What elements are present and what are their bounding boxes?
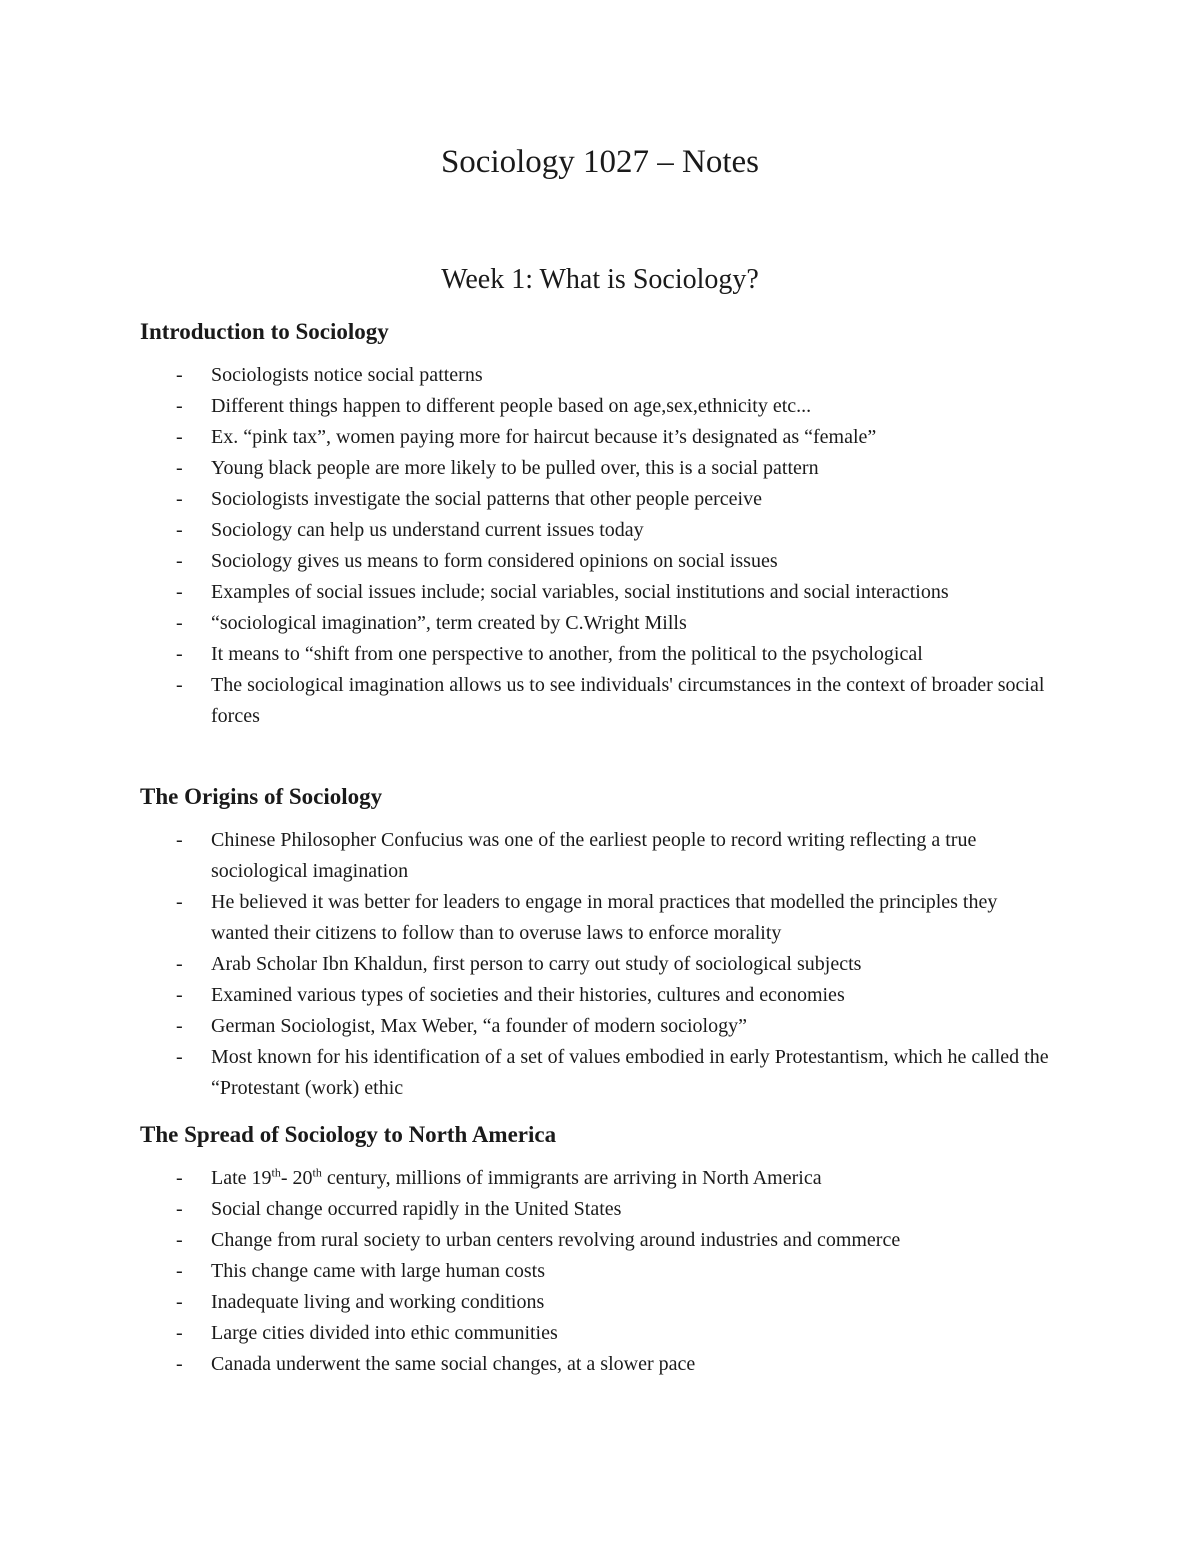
section-heading: Introduction to Sociology xyxy=(140,319,389,344)
list-item-text: Large cities divided into ethic communities xyxy=(211,1322,558,1344)
bullet-dash: - xyxy=(176,1198,183,1220)
list-item xyxy=(140,546,1060,577)
list-item-text: Sociology gives us means to form considered opinions on social issues xyxy=(211,550,778,572)
list-item-text: Chinese Philosopher Confucius was one of the earliest people to record writing reflecting a true sociological imagination xyxy=(211,829,977,882)
section-heading: The Origins of Sociology xyxy=(140,784,383,809)
list-item-text: Examples of social issues include; social variables, social institutions and social interactions xyxy=(211,581,949,603)
list-item-text: Different things happen to different people based on age,sex,ethnicity etc... xyxy=(211,395,812,417)
section-spread xyxy=(140,1119,1060,1380)
list-item-text: German Sociologist, Max Weber, “a founder of modern sociology” xyxy=(211,1015,747,1037)
bullet-dash: - xyxy=(176,1260,183,1282)
list-item-text: Sociology can help us understand current issues today xyxy=(211,519,644,541)
section-origins xyxy=(140,781,1060,1104)
list-item-text: The sociological imagination allows us to see individuals' circumstances in the context of broader social forces xyxy=(211,674,1045,727)
list-item xyxy=(140,1349,1060,1380)
list-item-text: Young black people are more likely to be pulled over, this is a social pattern xyxy=(211,457,819,479)
bullet-dash: - xyxy=(176,643,183,665)
bullet-dash: - xyxy=(176,1015,183,1037)
bullet-dash: - xyxy=(176,1046,183,1068)
bullet-dash: - xyxy=(176,674,183,696)
bullet-dash: - xyxy=(176,1353,183,1375)
list-item-text: Ex. “pink tax”, women paying more for haircut because it’s designated as “female” xyxy=(211,426,877,448)
bullet-dash: - xyxy=(176,581,183,603)
bullet-dash: - xyxy=(176,891,183,913)
bullet-dash: - xyxy=(176,1229,183,1251)
bullet-dash: - xyxy=(176,395,183,417)
list-item-text: “sociological imagination”, term created by C.Wright Mills xyxy=(211,612,687,634)
list-item xyxy=(140,360,1060,391)
bullet-dash: - xyxy=(176,829,183,851)
document-title: Sociology 1027 – Notes xyxy=(440,144,760,180)
bullet-dash: - xyxy=(176,1322,183,1344)
list-item xyxy=(140,1163,1060,1194)
list-item xyxy=(140,484,1060,515)
list-item xyxy=(140,453,1060,484)
list-item xyxy=(140,422,1060,453)
list-item xyxy=(140,887,1060,949)
bullet-list xyxy=(140,1163,1060,1380)
section-introduction xyxy=(140,316,1060,732)
list-item xyxy=(140,515,1060,546)
bullet-dash: - xyxy=(176,457,183,479)
list-item-text: This change came with large human costs xyxy=(211,1260,545,1282)
list-item-text: Examined various types of societies and their histories, cultures and economies xyxy=(211,984,845,1006)
list-item-text xyxy=(211,1167,822,1189)
list-item-text-part: Late 19 xyxy=(211,1167,272,1189)
list-item-text: Sociologists investigate the social patterns that other people perceive xyxy=(211,488,762,510)
list-item-text-part: century, millions of immigrants are arriving in North America xyxy=(321,1167,822,1189)
list-item xyxy=(140,980,1060,1011)
list-item-text: Arab Scholar Ibn Khaldun, first person to carry out study of sociological subjects xyxy=(211,953,862,975)
bullet-list xyxy=(140,825,1060,1104)
list-item xyxy=(140,1318,1060,1349)
list-item xyxy=(140,639,1060,670)
section-heading: The Spread of Sociology to North America xyxy=(140,1122,557,1147)
superscript: th xyxy=(312,1165,322,1180)
list-item xyxy=(140,825,1060,887)
bullet-dash: - xyxy=(176,1291,183,1313)
bullet-dash: - xyxy=(176,364,183,386)
list-item xyxy=(140,1287,1060,1318)
list-item xyxy=(140,577,1060,608)
list-item-text: Canada underwent the same social changes, at a slower pace xyxy=(211,1353,696,1375)
bullet-list xyxy=(140,360,1060,732)
list-item xyxy=(140,1225,1060,1256)
superscript: th xyxy=(271,1165,281,1180)
bullet-dash: - xyxy=(176,426,183,448)
list-item-text: Inadequate living and working conditions xyxy=(211,1291,545,1313)
list-item xyxy=(140,1011,1060,1042)
list-item-text: Sociologists notice social patterns xyxy=(211,364,483,386)
list-item xyxy=(140,670,1060,732)
bullet-dash: - xyxy=(176,612,183,634)
list-item xyxy=(140,1256,1060,1287)
bullet-dash: - xyxy=(176,550,183,572)
list-item-text: Most known for his identification of a set of values embodied in early Protestantism, which he called the “Protestant (work) ethic xyxy=(211,1046,1049,1099)
list-item-text: He believed it was better for leaders to engage in moral practices that modelled the principles they wanted their citizens to follow than to overuse laws to enforce morality xyxy=(211,891,998,944)
list-item xyxy=(140,391,1060,422)
week-title: Week 1: What is Sociology? xyxy=(441,264,759,295)
bullet-dash: - xyxy=(176,519,183,541)
bullet-dash: - xyxy=(176,953,183,975)
list-item xyxy=(140,1194,1060,1225)
bullet-dash: - xyxy=(176,1167,183,1189)
bullet-dash: - xyxy=(176,488,183,510)
list-item-text: Social change occurred rapidly in the United States xyxy=(211,1198,622,1220)
list-item xyxy=(140,1042,1060,1104)
list-item-text-part: - 20 xyxy=(280,1167,313,1189)
list-item-text: It means to “shift from one perspective to another, from the political to the psychological xyxy=(211,643,923,665)
list-item-text: Change from rural society to urban centers revolving around industries and commerce xyxy=(211,1229,901,1251)
bullet-dash: - xyxy=(176,984,183,1006)
list-item xyxy=(140,608,1060,639)
list-item xyxy=(140,949,1060,980)
